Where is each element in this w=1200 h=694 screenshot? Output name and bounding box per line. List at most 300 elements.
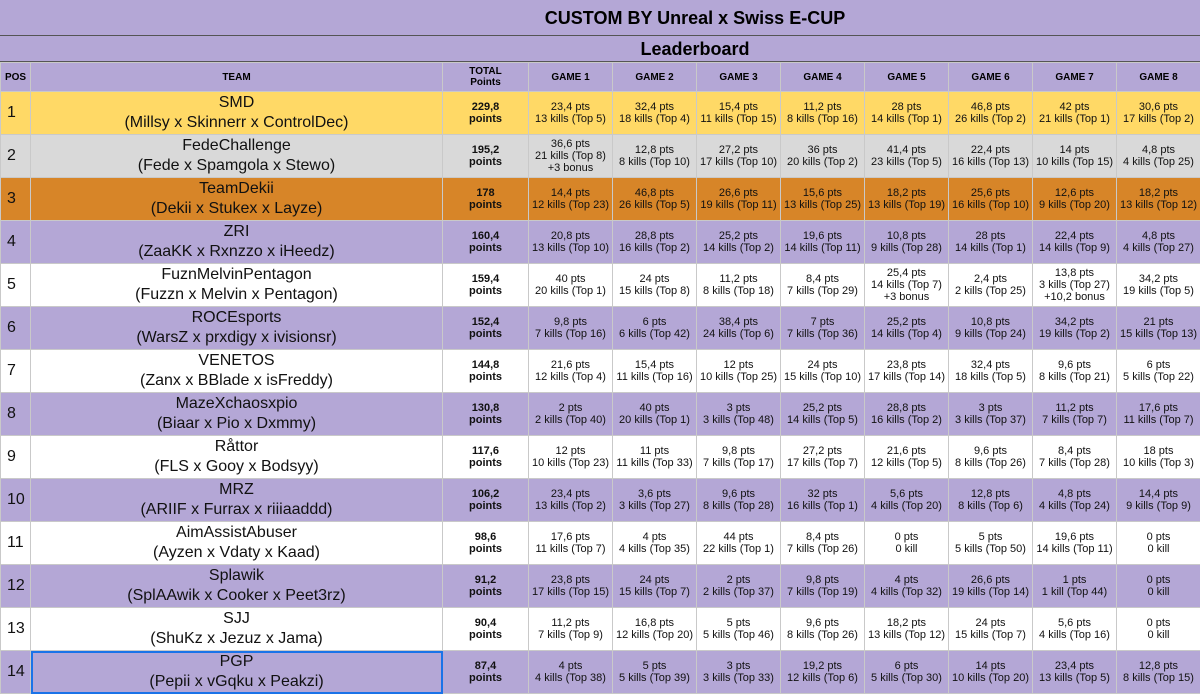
header-game-5[interactable]: GAME 5 <box>865 63 949 92</box>
game-points: 23,8 pts <box>529 574 612 586</box>
game-5-cell[interactable] <box>865 135 949 178</box>
game-kills: 17 kills (Top 7) <box>781 457 864 469</box>
game-kills: 14 kills (Top 9) <box>1033 242 1116 254</box>
game-points: 30,6 pts <box>1117 101 1200 113</box>
sheet-subtitle: Leaderboard <box>0 36 1200 62</box>
game-points: 9,8 pts <box>529 316 612 328</box>
game-3-cell[interactable] <box>697 522 781 565</box>
game-points: 24 pts <box>949 617 1032 629</box>
game-points: 9,8 pts <box>781 574 864 586</box>
game-kills: 13 kills (Top 19) <box>865 199 948 211</box>
game-8-cell[interactable] <box>1117 221 1200 264</box>
game-kills: 16 kills (Top 10) <box>949 199 1032 211</box>
game-points: 25,6 pts <box>949 187 1032 199</box>
game-5-cell[interactable] <box>865 307 949 350</box>
game-points: 23,4 pts <box>529 488 612 500</box>
game-7-cell[interactable] <box>1033 651 1117 694</box>
game-points: 46,8 pts <box>613 187 696 199</box>
game-kills: 12 kills (Top 20) <box>613 629 696 641</box>
game-points: 5,6 pts <box>865 488 948 500</box>
game-kills: 11 kills (Top 7) <box>1117 414 1200 426</box>
team-name: FedeChallenge <box>31 136 442 156</box>
game-1-cell[interactable] <box>529 565 613 608</box>
game-6-cell[interactable] <box>949 651 1033 694</box>
game-points: 32,4 pts <box>949 359 1032 371</box>
game-points: 42 pts <box>1033 101 1116 113</box>
game-5-cell[interactable] <box>865 393 949 436</box>
position-cell[interactable]: 13 <box>1 608 31 651</box>
game-kills: 20 kills (Top 2) <box>781 156 864 168</box>
game-7-cell[interactable] <box>1033 135 1117 178</box>
game-1-cell[interactable] <box>529 479 613 522</box>
game-kills: 15 kills (Top 10) <box>781 371 864 383</box>
game-kills: 13 kills (Top 12) <box>865 629 948 641</box>
leaderboard-table <box>0 62 1200 694</box>
team-cell[interactable] <box>31 178 443 221</box>
game-6-cell[interactable] <box>949 264 1033 307</box>
game-kills: 13 kills (Top 25) <box>781 199 864 211</box>
team-players: (ZaaKK x Rxnzzo x iHeedz) <box>31 242 442 262</box>
game-points: 8,4 pts <box>781 273 864 285</box>
game-6-cell[interactable] <box>949 436 1033 479</box>
game-points: 32 pts <box>781 488 864 500</box>
header-game-2[interactable]: GAME 2 <box>613 63 697 92</box>
position-cell[interactable]: 1 <box>1 92 31 135</box>
game-3-cell[interactable] <box>697 264 781 307</box>
game-points: 36,6 pts <box>529 138 612 150</box>
game-points: 4,8 pts <box>1117 230 1200 242</box>
game-5-cell[interactable] <box>865 565 949 608</box>
game-8-cell[interactable] <box>1117 608 1200 651</box>
game-2-cell[interactable] <box>613 565 697 608</box>
game-5-cell[interactable] <box>865 264 949 307</box>
team-cell[interactable] <box>31 565 443 608</box>
position-cell[interactable]: 7 <box>1 350 31 393</box>
team-players: (SplAAwik x Cooker x Peet3rz) <box>31 586 442 606</box>
team-players: (ARIIF x Furrax x riiiaaddd) <box>31 500 442 520</box>
game-kills: 4 kills (Top 27) <box>1117 242 1200 254</box>
game-kills: 23 kills (Top 5) <box>865 156 948 168</box>
header-game-6[interactable]: GAME 6 <box>949 63 1033 92</box>
game-6-cell[interactable] <box>949 608 1033 651</box>
total-cell[interactable] <box>443 479 529 522</box>
position-cell[interactable]: 3 <box>1 178 31 221</box>
game-kills: 14 kills (Top 11) <box>781 242 864 254</box>
game-points: 24 pts <box>613 273 696 285</box>
game-points: 9,8 pts <box>697 445 780 457</box>
game-points: 12,8 pts <box>949 488 1032 500</box>
team-cell[interactable] <box>31 608 443 651</box>
game-kills: 3 kills (Top 37) <box>949 414 1032 426</box>
game-1-cell[interactable] <box>529 307 613 350</box>
game-kills: 11 kills (Top 7) <box>529 543 612 555</box>
game-5-cell[interactable] <box>865 436 949 479</box>
game-points: 28,8 pts <box>613 230 696 242</box>
game-8-cell[interactable] <box>1117 92 1200 135</box>
total-unit: points <box>443 629 528 641</box>
game-6-cell[interactable] <box>949 479 1033 522</box>
game-3-cell[interactable] <box>697 178 781 221</box>
game-1-cell[interactable] <box>529 350 613 393</box>
total-cell[interactable] <box>443 135 529 178</box>
team-players: (WarsZ x prxdigy x ivisionsr) <box>31 328 442 348</box>
game-6-cell[interactable] <box>949 522 1033 565</box>
header-game-3[interactable]: GAME 3 <box>697 63 781 92</box>
game-2-cell[interactable] <box>613 651 697 694</box>
position-cell[interactable]: 8 <box>1 393 31 436</box>
game-6-cell[interactable] <box>949 135 1033 178</box>
game-points: 28,8 pts <box>865 402 948 414</box>
game-4-cell[interactable] <box>781 522 865 565</box>
position-cell[interactable]: 11 <box>1 522 31 565</box>
game-4-cell[interactable] <box>781 393 865 436</box>
game-6-cell[interactable] <box>949 307 1033 350</box>
team-cell[interactable] <box>31 307 443 350</box>
game-kills: 18 kills (Top 4) <box>613 113 696 125</box>
game-7-cell[interactable] <box>1033 307 1117 350</box>
team-cell[interactable] <box>31 436 443 479</box>
game-3-cell[interactable] <box>697 135 781 178</box>
game-1-cell[interactable] <box>529 651 613 694</box>
game-3-cell[interactable] <box>697 307 781 350</box>
total-cell[interactable] <box>443 221 529 264</box>
game-5-cell[interactable] <box>865 608 949 651</box>
game-points: 4 pts <box>613 531 696 543</box>
game-3-cell[interactable] <box>697 565 781 608</box>
game-kills: 8 kills (Top 6) <box>949 500 1032 512</box>
total-unit: points <box>443 543 528 555</box>
total-cell[interactable] <box>443 393 529 436</box>
header-pos[interactable]: POS <box>1 63 31 92</box>
game-8-cell[interactable] <box>1117 565 1200 608</box>
team-players: (Ayzen x Vdaty x Kaad) <box>31 543 442 563</box>
game-1-cell[interactable] <box>529 92 613 135</box>
game-kills: 7 kills (Top 19) <box>781 586 864 598</box>
game-4-cell[interactable] <box>781 565 865 608</box>
game-2-cell[interactable] <box>613 608 697 651</box>
game-7-cell[interactable] <box>1033 436 1117 479</box>
team-cell[interactable] <box>31 264 443 307</box>
game-kills: 8 kills (Top 28) <box>697 500 780 512</box>
game-1-cell[interactable] <box>529 264 613 307</box>
team-name: MRZ <box>31 480 442 500</box>
total-unit: points <box>443 500 528 512</box>
team-name: Råttor <box>31 437 442 457</box>
game-kills: 26 kills (Top 2) <box>949 113 1032 125</box>
total-cell[interactable] <box>443 522 529 565</box>
game-points: 28 pts <box>949 230 1032 242</box>
game-points: 23,4 pts <box>1033 660 1116 672</box>
sheet-title: CUSTOM BY Unreal x Swiss E-CUP <box>0 0 1200 36</box>
total-cell[interactable] <box>443 264 529 307</box>
game-7-cell[interactable] <box>1033 565 1117 608</box>
game-3-cell[interactable] <box>697 608 781 651</box>
game-7-cell[interactable] <box>1033 264 1117 307</box>
table-row <box>1 651 1200 694</box>
total-unit: points <box>443 371 528 383</box>
game-7-cell[interactable] <box>1033 393 1117 436</box>
game-points: 11,2 pts <box>1033 402 1116 414</box>
position-cell[interactable]: 5 <box>1 264 31 307</box>
team-cell[interactable] <box>31 651 443 694</box>
total-points: 178 <box>443 187 528 199</box>
team-name: FuznMelvinPentagon <box>31 265 442 285</box>
game-kills: 2 kills (Top 37) <box>697 586 780 598</box>
team-name: VENETOS <box>31 351 442 371</box>
game-2-cell[interactable] <box>613 307 697 350</box>
game-1-cell[interactable] <box>529 522 613 565</box>
game-5-cell[interactable] <box>865 221 949 264</box>
game-3-cell[interactable] <box>697 350 781 393</box>
game-3-cell[interactable] <box>697 651 781 694</box>
game-points: 6 pts <box>865 660 948 672</box>
game-kills: 6 kills (Top 42) <box>613 328 696 340</box>
game-3-cell[interactable] <box>697 221 781 264</box>
game-6-cell[interactable] <box>949 393 1033 436</box>
game-kills: 16 kills (Top 1) <box>781 500 864 512</box>
game-7-cell[interactable] <box>1033 350 1117 393</box>
game-points: 27,2 pts <box>697 144 780 156</box>
total-points: 229,8 <box>443 101 528 113</box>
game-kills: 19 kills (Top 14) <box>949 586 1032 598</box>
team-cell[interactable] <box>31 135 443 178</box>
position-cell[interactable]: 12 <box>1 565 31 608</box>
game-points: 38,4 pts <box>697 316 780 328</box>
game-points: 14,4 pts <box>529 187 612 199</box>
game-2-cell[interactable] <box>613 436 697 479</box>
game-4-cell[interactable] <box>781 307 865 350</box>
header-row <box>1 63 1200 92</box>
table-row <box>1 350 1200 393</box>
game-kills: 0 kill <box>865 543 948 555</box>
game-points: 18,2 pts <box>865 617 948 629</box>
game-points: 9,6 pts <box>1033 359 1116 371</box>
total-unit: points <box>443 672 528 684</box>
game-points: 24 pts <box>613 574 696 586</box>
game-6-cell[interactable] <box>949 350 1033 393</box>
game-kills: 12 kills (Top 4) <box>529 371 612 383</box>
position-cell[interactable]: 4 <box>1 221 31 264</box>
game-2-cell[interactable] <box>613 178 697 221</box>
game-kills: 8 kills (Top 26) <box>949 457 1032 469</box>
game-kills: 5 kills (Top 30) <box>865 672 948 684</box>
team-cell[interactable] <box>31 479 443 522</box>
game-points: 18 pts <box>1117 445 1200 457</box>
game-kills: 14 kills (Top 5) <box>781 414 864 426</box>
game-1-cell[interactable] <box>529 393 613 436</box>
game-kills: 21 kills (Top 8) <box>529 150 612 162</box>
game-points: 9,6 pts <box>697 488 780 500</box>
game-points: 27,2 pts <box>781 445 864 457</box>
game-4-cell[interactable] <box>781 350 865 393</box>
game-8-cell[interactable] <box>1117 350 1200 393</box>
game-6-cell[interactable] <box>949 178 1033 221</box>
game-points: 19,6 pts <box>1033 531 1116 543</box>
game-4-cell[interactable] <box>781 178 865 221</box>
game-5-cell[interactable] <box>865 350 949 393</box>
game-kills: 17 kills (Top 14) <box>865 371 948 383</box>
game-2-cell[interactable] <box>613 522 697 565</box>
total-unit: points <box>443 414 528 426</box>
team-cell[interactable] <box>31 92 443 135</box>
game-3-cell[interactable] <box>697 479 781 522</box>
game-5-cell[interactable] <box>865 92 949 135</box>
team-name: SJJ <box>31 609 442 629</box>
game-4-cell[interactable] <box>781 135 865 178</box>
game-points: 0 pts <box>1117 531 1200 543</box>
game-points: 0 pts <box>865 531 948 543</box>
game-4-cell[interactable] <box>781 92 865 135</box>
game-3-cell[interactable] <box>697 92 781 135</box>
game-2-cell[interactable] <box>613 135 697 178</box>
total-points: 130,8 <box>443 402 528 414</box>
position-cell[interactable]: 2 <box>1 135 31 178</box>
total-unit: points <box>443 285 528 297</box>
total-cell[interactable] <box>443 307 529 350</box>
total-cell[interactable] <box>443 565 529 608</box>
game-7-cell[interactable] <box>1033 608 1117 651</box>
game-kills: 14 kills (Top 4) <box>865 328 948 340</box>
header-game-8[interactable]: GAME 8 <box>1117 63 1200 92</box>
total-cell[interactable] <box>443 178 529 221</box>
header-game-7[interactable]: GAME 7 <box>1033 63 1117 92</box>
game-5-cell[interactable] <box>865 479 949 522</box>
game-4-cell[interactable] <box>781 436 865 479</box>
game-points: 12,8 pts <box>1117 660 1200 672</box>
game-kills: 15 kills (Top 8) <box>613 285 696 297</box>
game-2-cell[interactable] <box>613 221 697 264</box>
position-cell[interactable]: 6 <box>1 307 31 350</box>
game-points: 11,2 pts <box>529 617 612 629</box>
game-6-cell[interactable] <box>949 92 1033 135</box>
game-4-cell[interactable] <box>781 608 865 651</box>
game-1-cell[interactable] <box>529 436 613 479</box>
game-points: 5 pts <box>949 531 1032 543</box>
game-2-cell[interactable] <box>613 479 697 522</box>
header-game-4[interactable]: GAME 4 <box>781 63 865 92</box>
game-points: 25,2 pts <box>865 316 948 328</box>
game-8-cell[interactable] <box>1117 522 1200 565</box>
game-points: 26,6 pts <box>949 574 1032 586</box>
game-8-cell[interactable] <box>1117 479 1200 522</box>
game-6-cell[interactable] <box>949 565 1033 608</box>
game-6-cell[interactable] <box>949 221 1033 264</box>
game-kills: 3 kills (Top 27) <box>1033 279 1116 291</box>
game-8-cell[interactable] <box>1117 264 1200 307</box>
game-4-cell[interactable] <box>781 221 865 264</box>
game-kills: 13 kills (Top 5) <box>529 113 612 125</box>
team-cell[interactable] <box>31 221 443 264</box>
position-cell[interactable]: 9 <box>1 436 31 479</box>
game-kills: 15 kills (Top 7) <box>613 586 696 598</box>
game-points: 2 pts <box>697 574 780 586</box>
game-kills: 7 kills (Top 28) <box>1033 457 1116 469</box>
game-points: 6 pts <box>613 316 696 328</box>
game-kills: 4 kills (Top 16) <box>1033 629 1116 641</box>
game-kills: 9 kills (Top 28) <box>865 242 948 254</box>
game-kills: 3 kills (Top 48) <box>697 414 780 426</box>
game-points: 8,4 pts <box>1033 445 1116 457</box>
game-1-cell[interactable] <box>529 221 613 264</box>
game-kills: 8 kills (Top 16) <box>781 113 864 125</box>
total-cell[interactable] <box>443 651 529 694</box>
game-8-cell[interactable] <box>1117 651 1200 694</box>
team-players: (Fuzzn x Melvin x Pentagon) <box>31 285 442 305</box>
game-kills: 5 kills (Top 50) <box>949 543 1032 555</box>
game-7-cell[interactable] <box>1033 522 1117 565</box>
game-points: 5,6 pts <box>1033 617 1116 629</box>
game-points: 19,2 pts <box>781 660 864 672</box>
game-7-cell[interactable] <box>1033 221 1117 264</box>
table-row <box>1 393 1200 436</box>
game-points: 12,8 pts <box>613 144 696 156</box>
position-cell[interactable]: 10 <box>1 479 31 522</box>
header-total[interactable] <box>443 63 529 92</box>
game-7-cell[interactable] <box>1033 92 1117 135</box>
team-players: (Biaar x Pio x Dxmmy) <box>31 414 442 434</box>
game-kills: 4 kills (Top 35) <box>613 543 696 555</box>
total-cell[interactable] <box>443 436 529 479</box>
table-row <box>1 178 1200 221</box>
game-7-cell[interactable] <box>1033 178 1117 221</box>
game-2-cell[interactable] <box>613 393 697 436</box>
game-2-cell[interactable] <box>613 264 697 307</box>
game-8-cell[interactable] <box>1117 436 1200 479</box>
team-cell[interactable] <box>31 393 443 436</box>
game-2-cell[interactable] <box>613 92 697 135</box>
team-cell[interactable] <box>31 350 443 393</box>
game-3-cell[interactable] <box>697 436 781 479</box>
game-3-cell[interactable] <box>697 393 781 436</box>
game-kills: 16 kills (Top 2) <box>613 242 696 254</box>
game-5-cell[interactable] <box>865 522 949 565</box>
total-cell[interactable] <box>443 350 529 393</box>
game-kills: 11 kills (Top 33) <box>613 457 696 469</box>
total-cell[interactable] <box>443 608 529 651</box>
game-points: 21,6 pts <box>865 445 948 457</box>
game-1-cell[interactable] <box>529 178 613 221</box>
game-kills: 26 kills (Top 5) <box>613 199 696 211</box>
game-8-cell[interactable] <box>1117 135 1200 178</box>
game-8-cell[interactable] <box>1117 178 1200 221</box>
table-row <box>1 92 1200 135</box>
position-cell[interactable]: 14 <box>1 651 31 694</box>
game-points: 25,2 pts <box>781 402 864 414</box>
game-5-cell[interactable] <box>865 651 949 694</box>
game-8-cell[interactable] <box>1117 307 1200 350</box>
game-4-cell[interactable] <box>781 479 865 522</box>
game-kills: 12 kills (Top 6) <box>781 672 864 684</box>
game-points: 2,4 pts <box>949 273 1032 285</box>
total-cell[interactable] <box>443 92 529 135</box>
game-2-cell[interactable] <box>613 350 697 393</box>
game-7-cell[interactable] <box>1033 479 1117 522</box>
total-points: 98,6 <box>443 531 528 543</box>
game-1-cell[interactable] <box>529 135 613 178</box>
game-4-cell[interactable] <box>781 651 865 694</box>
header-team[interactable]: TEAM <box>31 63 443 92</box>
total-points: 87,4 <box>443 660 528 672</box>
game-8-cell[interactable] <box>1117 393 1200 436</box>
game-1-cell[interactable] <box>529 608 613 651</box>
header-game-1[interactable]: GAME 1 <box>529 63 613 92</box>
game-points: 13,8 pts <box>1033 267 1116 279</box>
game-kills: 8 kills (Top 15) <box>1117 672 1200 684</box>
team-cell[interactable] <box>31 522 443 565</box>
game-points: 46,8 pts <box>949 101 1032 113</box>
game-4-cell[interactable] <box>781 264 865 307</box>
game-5-cell[interactable] <box>865 178 949 221</box>
